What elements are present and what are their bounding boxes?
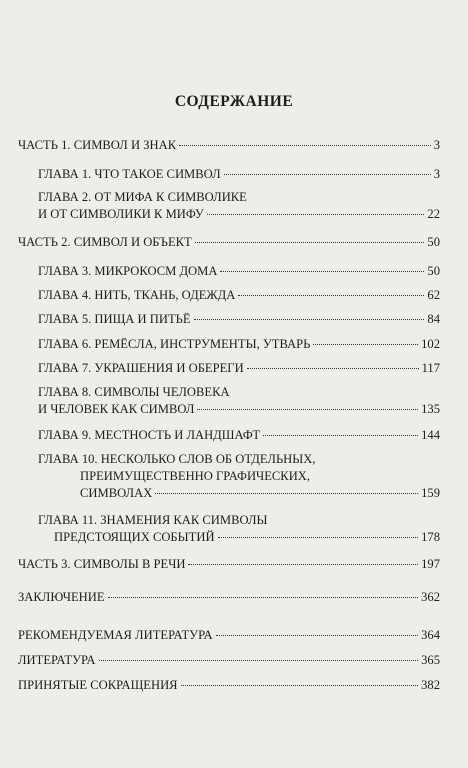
leader-dots [188, 564, 418, 565]
toc-entry-title: ГЛАВА 10. НЕСКОЛЬКО СЛОВ ОБ ОТДЕЛЬНЫХ, [38, 452, 316, 466]
page-title: СОДЕРЖАНИЕ [174, 93, 294, 110]
leader-dots [181, 685, 419, 686]
toc-page-number: 362 [421, 590, 440, 604]
toc-entry-title: ЧАСТЬ 2. СИМВОЛ И ОБЪЕКТ [18, 235, 192, 249]
toc-entry-title: ГЛАВА 9. МЕСТНОСТЬ И ЛАНДШАФТ [38, 428, 261, 442]
toc-entry-title: РЕКОМЕНДУЕМАЯ ЛИТЕРАТУРА [18, 628, 213, 642]
leader-dots [220, 271, 424, 272]
toc-entry-title: ЛИТЕРАТУРА [18, 653, 96, 667]
toc-entry-chapter-5[interactable] [38, 311, 440, 328]
toc-page-number: 135 [421, 402, 440, 416]
toc-entry-part-3[interactable] [18, 556, 440, 573]
toc-entry-chapter-11[interactable] [38, 512, 440, 546]
toc-entry-chapter-4[interactable] [38, 287, 440, 304]
toc-entry-title-cont: ПРЕИМУЩЕСТВЕННО ГРАФИЧЕСКИХ, [80, 469, 311, 483]
toc-entry-title: ЗАКЛЮЧЕНИЕ [18, 590, 105, 604]
leader-dots [197, 409, 418, 410]
leader-dots [155, 493, 418, 494]
toc-entry-chapter-2[interactable] [38, 189, 440, 223]
leader-dots [263, 435, 418, 436]
toc-entry-chapter-1[interactable] [38, 166, 440, 183]
leader-dots [194, 319, 425, 320]
leader-dots [179, 145, 431, 146]
toc-entry-chapter-7[interactable] [38, 360, 440, 377]
toc-entry-title: ГЛАВА 3. МИКРОКОСМ ДОМА [38, 264, 218, 278]
leader-dots [247, 368, 419, 369]
toc-entry-literature[interactable] [18, 652, 440, 669]
toc-entry-title-cont: И ЧЕЛОВЕК КАК СИМВОЛ [38, 402, 195, 416]
leader-dots [99, 660, 419, 661]
leader-dots [195, 242, 425, 243]
toc-page-number: 144 [421, 428, 440, 442]
toc-page-number: 3 [433, 167, 440, 181]
toc-entry-title: ЧАСТЬ 1. СИМВОЛ И ЗНАК [18, 138, 177, 152]
toc-page-number: 22 [427, 207, 440, 221]
toc-entry-title: ГЛАВА 2. ОТ МИФА К СИМВОЛИКЕ [38, 190, 247, 204]
toc-entry-title: ПРИНЯТЫЕ СОКРАЩЕНИЯ [18, 678, 178, 692]
toc-entry-title: ГЛАВА 8. СИМВОЛЫ ЧЕЛОВЕКА [38, 385, 230, 399]
toc-page-number: 178 [421, 530, 440, 544]
toc-entry-title-cont: ПРЕДСТОЯЩИХ СОБЫТИЙ [54, 530, 215, 544]
leader-dots [207, 214, 425, 215]
toc-entry-title: ГЛАВА 6. РЕМЁСЛА, ИНСТРУМЕНТЫ, УТВАРЬ [38, 337, 311, 351]
toc-page-number: 159 [421, 486, 440, 500]
toc-page-number: 3 [433, 138, 440, 152]
toc-page-number: 102 [421, 337, 440, 351]
toc-entry-conclusion[interactable] [18, 589, 440, 606]
toc-entry-chapter-3[interactable] [38, 263, 440, 280]
toc-page-number: 364 [421, 628, 440, 642]
toc-entry-title: ГЛАВА 5. ПИЩА И ПИТЬЁ [38, 312, 191, 326]
toc-entry-chapter-9[interactable] [38, 427, 440, 444]
toc-entry-chapter-10[interactable] [38, 451, 440, 502]
toc-entry-chapter-8[interactable] [38, 384, 440, 418]
toc-entry-abbreviations[interactable] [18, 677, 440, 694]
toc-entry-title-cont: СИМВОЛАХ [80, 486, 153, 500]
toc-entry-title: ЧАСТЬ 3. СИМВОЛЫ В РЕЧИ [18, 557, 186, 571]
leader-dots [224, 174, 431, 175]
leader-dots [218, 537, 419, 538]
toc-entry-title: ГЛАВА 4. НИТЬ, ТКАНЬ, ОДЕЖДА [38, 288, 236, 302]
toc-entry-title: ГЛАВА 11. ЗНАМЕНИЯ КАК СИМВОЛЫ [38, 513, 268, 527]
toc-entry-title: ГЛАВА 1. ЧТО ТАКОЕ СИМВОЛ [38, 167, 221, 181]
leader-dots [238, 295, 424, 296]
toc-entry-recommended-literature[interactable] [18, 627, 440, 644]
toc-entry-part-2[interactable] [18, 234, 440, 251]
leader-dots [108, 597, 419, 598]
toc-page-number: 50 [427, 264, 440, 278]
toc-entry-title: ГЛАВА 7. УКРАШЕНИЯ И ОБЕРЕГИ [38, 361, 244, 375]
toc-entry-part-1[interactable] [18, 137, 440, 154]
toc-page-number: 382 [421, 678, 440, 692]
toc-page-number: 84 [427, 312, 440, 326]
toc-page-number: 365 [421, 653, 440, 667]
leader-dots [216, 635, 419, 636]
toc-entry-title-cont: И ОТ СИМВОЛИКИ К МИФУ [38, 207, 204, 221]
toc-entry-chapter-6[interactable] [38, 336, 440, 353]
toc-page-number: 117 [421, 361, 440, 375]
leader-dots [313, 344, 418, 345]
toc-page-number: 50 [427, 235, 440, 249]
toc-page-number: 197 [421, 557, 440, 571]
toc-page-number: 62 [427, 288, 440, 302]
